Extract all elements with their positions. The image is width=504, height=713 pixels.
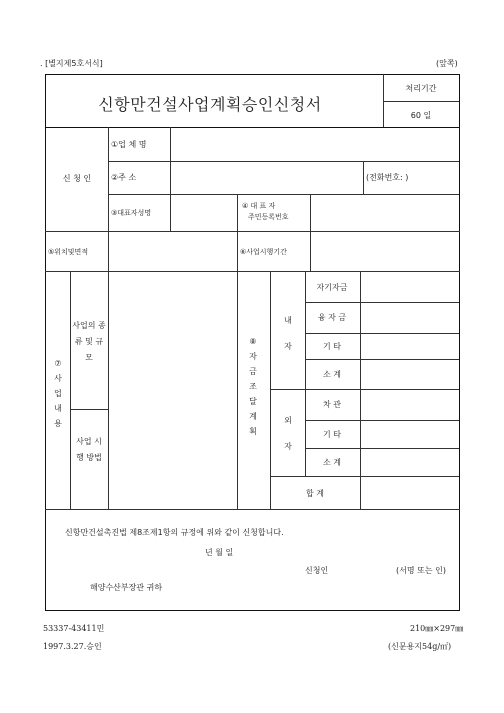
signature-field[interactable]: (서명 또는 인) xyxy=(396,566,446,575)
rep-id-field[interactable] xyxy=(312,195,458,230)
approval-date: 1997.3.27.승인 xyxy=(43,642,102,651)
domestic-other-label: 기 타 xyxy=(323,342,341,351)
company-name-label: ①업 체 명 xyxy=(111,140,147,149)
business-period-field[interactable] xyxy=(312,232,458,270)
rep-id-label-1: ④ 대 표 자 xyxy=(242,202,276,210)
foreign-loan-label: 차 관 xyxy=(323,400,341,409)
foreign-subtotal-label: 소 계 xyxy=(323,458,341,467)
foreign-funds-label: 외 자 xyxy=(284,416,292,451)
loan-label: 융 자 금 xyxy=(317,313,347,322)
location-area-field[interactable] xyxy=(110,232,236,270)
domestic-subtotal-label: 소 계 xyxy=(323,370,341,379)
declaration-date[interactable]: 년 월 일 xyxy=(205,548,234,557)
own-funds-label: 자기자금 xyxy=(316,283,348,292)
domestic-funds-label: 내 자 xyxy=(284,316,292,351)
form-code: 53337-43411민 xyxy=(43,624,105,633)
paper-type: (신문용지54g/㎡) xyxy=(388,642,452,651)
rep-name-label: ③대표자성명 xyxy=(111,209,152,217)
applicant-sign-label: 신청인 xyxy=(305,566,329,575)
phone-label[interactable]: (전화번호: ) xyxy=(366,173,409,182)
addressee: 해양수산부장관 귀하 xyxy=(90,583,163,592)
method-label: 사업 시행 방법 xyxy=(76,437,102,462)
business-content-label: ⑦ 사 업 내 용 xyxy=(54,359,62,428)
address-label: ②주 소 xyxy=(111,173,137,182)
total-label: 합 계 xyxy=(306,489,324,498)
type-scale-field[interactable] xyxy=(110,272,236,408)
type-scale-label: 사업의 종류 및 규모 xyxy=(72,321,106,362)
funding-amount-fields[interactable] xyxy=(362,272,458,508)
form-title: 신항만건설사업계획승인신청서 xyxy=(98,95,322,114)
rep-name-field[interactable] xyxy=(172,195,236,230)
paper-size: 210㎜×297㎜ xyxy=(410,624,464,633)
processing-label: 처리기간 xyxy=(405,84,437,93)
applicant-group-label: 신 청 인 xyxy=(62,174,92,183)
funding-plan-label: ⑧ 자 금 조 달 계 획 xyxy=(249,337,257,436)
foreign-other-label: 기 타 xyxy=(323,430,341,439)
address-field[interactable] xyxy=(172,162,362,193)
location-area-label: ⑤위치및면적 xyxy=(48,248,89,256)
declaration-text: 신항만건설촉진법 제8조제1항의 규정에 위와 같이 신청합니다. xyxy=(65,528,284,537)
company-name-field[interactable] xyxy=(172,128,458,160)
rep-id-label-2: 주민등록번호 xyxy=(248,213,289,221)
business-period-label: ⑥사업시행기간 xyxy=(240,248,287,256)
page-side: (앞쪽) xyxy=(436,59,458,68)
form-number: . [별지제5호서식] xyxy=(40,59,103,68)
processing-value: 60 일 xyxy=(410,111,432,120)
method-field[interactable] xyxy=(110,410,236,508)
